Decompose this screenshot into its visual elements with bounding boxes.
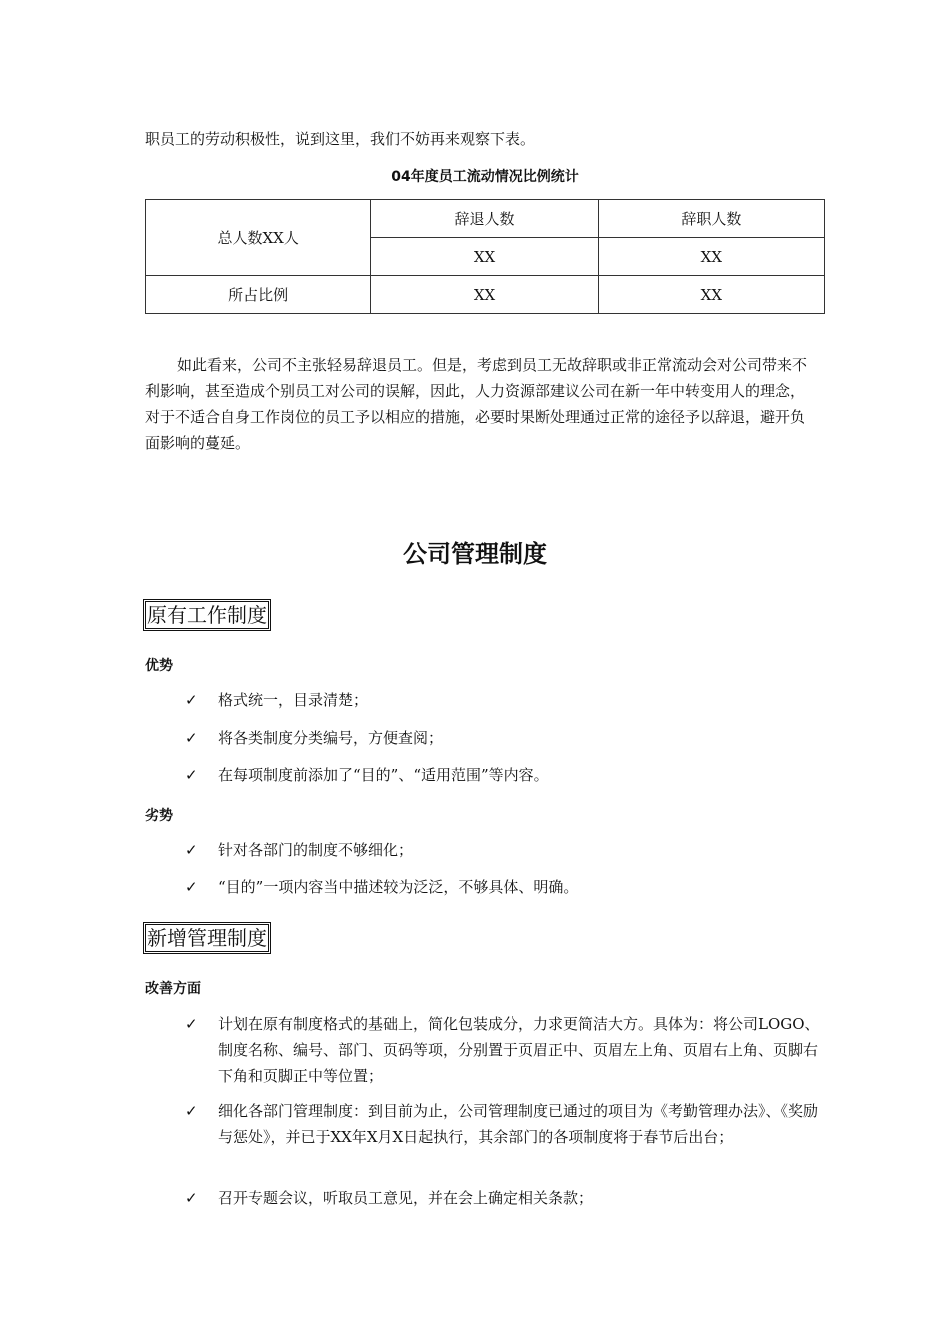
checkmark-icon: ✓ xyxy=(185,691,198,709)
list-item: ✓ “目的”一项内容当中描述较为泛泛，不够具体、明确。 xyxy=(185,874,820,900)
dismissed-count: XX xyxy=(371,238,598,276)
checkmark-icon: ✓ xyxy=(185,729,198,747)
checkmark-icon: ✓ xyxy=(185,1189,198,1207)
resigned-count: XX xyxy=(598,238,824,276)
turnover-table xyxy=(145,199,825,314)
advantages-label: 优势 xyxy=(145,658,173,674)
list-item: ✓ 格式统一，目录清楚； xyxy=(185,687,820,713)
total-cell: 总人数XX人 xyxy=(146,200,371,276)
resigned-ratio: XX xyxy=(598,276,824,314)
section-heading-original: 原有工作制度 xyxy=(147,603,267,627)
checkmark-icon: ✓ xyxy=(185,878,198,896)
table-row xyxy=(146,276,825,314)
checkmark-icon: ✓ xyxy=(185,841,198,859)
list-item: ✓ 针对各部门的制度不够细化； xyxy=(185,837,820,863)
body-paragraph: 如此看来，公司不主张轻易辞退员工。但是，考虑到员工无故辞职或非正常流动会对公司带来不利影响，甚至造成个别员工对公司的误解，因此，人力资源部建议公司在新一年中转变用人的理念，对于不适合自身工作岗位的员工予以相应的措施，必要时果断处理通过正常的途径予以辞退，避开负面影响的蔓延。 xyxy=(145,356,808,452)
table-caption: 04年度员工流动情况比例统计 xyxy=(391,169,579,185)
dismissed-header: 辞退人数 xyxy=(371,200,598,238)
page-title: 公司管理制度 xyxy=(403,540,547,568)
checkmark-icon: ✓ xyxy=(185,766,198,784)
ratio-label: 所占比例 xyxy=(146,276,371,314)
intro-line: 职员工的劳动积极性，说到这里，我们不妨再来观察下表。 xyxy=(145,130,536,148)
list-item: ✓ 召开专题会议，听取员工意见，并在会上确定相关条款； xyxy=(185,1185,820,1211)
resigned-header: 辞职人数 xyxy=(598,200,824,238)
checkmark-icon: ✓ xyxy=(185,1102,198,1120)
improvements-label: 改善方面 xyxy=(145,981,201,997)
section-heading-new: 新增管理制度 xyxy=(147,926,267,950)
list-item: ✓ 细化各部门管理制度：到目前为止，公司管理制度已通过的项目为《考勤管理办法》、《奖励与惩处》，并已于XX年X月X日起执行，其余部门的各项制度将于春节后出台； xyxy=(185,1098,820,1150)
list-item: ✓ 在每项制度前添加了“目的”、“适用范围”等内容。 xyxy=(185,762,820,788)
table-row xyxy=(146,200,825,238)
list-item: ✓ 计划在原有制度格式的基础上，简化包装成分，力求更简洁大方。具体为：将公司LOGO、制度名称、编号、部门、页码等项，分别置于页眉正中、页眉左上角、页眉右上角、页脚右下角和页脚正中等位置； xyxy=(185,1011,820,1089)
checkmark-icon: ✓ xyxy=(185,1015,198,1033)
dismissed-ratio: XX xyxy=(371,276,598,314)
list-item: ✓ 将各类制度分类编号，方便查阅； xyxy=(185,725,820,751)
disadvantages-label: 劣势 xyxy=(145,808,173,824)
